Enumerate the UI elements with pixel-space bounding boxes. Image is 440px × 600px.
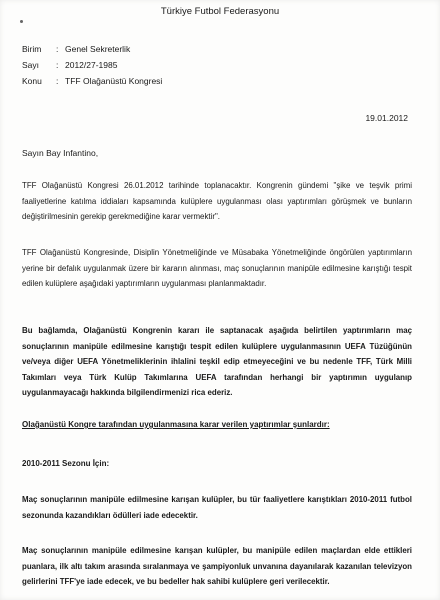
meta-row-number [22, 57, 162, 73]
organization-name: Türkiye Futbol Federasyonu [160, 6, 280, 17]
meta-colon: : [56, 60, 59, 70]
paragraph-tv-revenue: Maç sonuçlarının manipüle edilmesine karışan kulüpler, bu manipüle edilen maçlardan elde ettikleri puanlara, ilk altı takım arasında sıralanmaya ve şampiyonluk unvanına dayanılarak kazanılan televizyon gelirlerini TFF'ye iade edecek, ve bu bedeller hak sahibi kulüplere geri verilecektir. [22, 546, 412, 586]
meta-colon: : [56, 44, 59, 54]
meta-colon: : [56, 76, 59, 86]
letter-meta [22, 41, 162, 89]
season-heading: 2010-2011 Sezonu İçin: [22, 459, 110, 468]
paragraph-agenda: TFF Olağanüstü Kongresi 26.01.2012 tarihinde toplanacaktır. Kongrenin gündemi "şike ve teşvik primi faaliyetlerine katılma iddiaları kapsamında kulüplere uygulanması olası yaptırımları görüşmek ve bunların değiştirilmesinin gerekip gerekmediğine karar vermektir". [22, 181, 412, 221]
sanctions-heading: Olağanüstü Kongre tarafından uygulanmasına karar verilen yaptırımlar şunlardır: [22, 420, 330, 429]
meta-key: Sayı [22, 60, 40, 70]
paragraph-plan: TFF Olağanüstü Kongresinde, Disiplin Yönetmeliğinde ve Müsabaka Yönetmeliğinde öngörülen yaptırımların yerine bir defalık uygulanmak üzere bir kararın alınması, maç sonuçlarının manipüle edilmesine karıştığı tespit edilen kulüplere aşağıdaki yaptırımların uygulanması planlanmaktadır. [22, 248, 412, 288]
paragraph-awards: Maç sonuçlarının manipüle edilmesine karışan kulüpler, bu tür faaliyetlere karıştıkları 2010-2011 futbol sezonunda kazandıkları ödülleri iade edecektir. [22, 495, 412, 520]
meta-row-subject [22, 73, 162, 89]
scan-mark [20, 20, 23, 23]
meta-row-unit [22, 41, 162, 57]
meta-value: 2012/27-1985 [65, 60, 118, 70]
meta-key: Konu [22, 76, 42, 86]
letter-date: 19.01.2012 [365, 113, 408, 123]
meta-value: TFF Olağanüstü Kongresi [65, 76, 163, 86]
meta-value: Genel Sekreterlik [65, 44, 131, 54]
salutation: Sayın Bay Infantino, [22, 148, 99, 158]
paragraph-request: Bu bağlamda, Olağanüstü Kongrenin kararı ile saptanacak aşağıda belirtilen yaptırımların maç sonuçlarının manipüle edilmesine karıştığı tespit edilen kulüplere uygulanmasının UEFA Tüzüğünün ve/veya diğer UEFA Yönetmeliklerinin ihlalini teşkil edip etmeyeceğini ve bu nedenle TFF, Türk Milli Takımları veya Türk Kulüp Takımlarına UEFA tarafından herhangi bir yaptırımın uygulanıp uygulanmayacağı hakkında bilgilendirmenizi rica ederiz. [22, 326, 412, 397]
meta-key: Birim [22, 44, 42, 54]
